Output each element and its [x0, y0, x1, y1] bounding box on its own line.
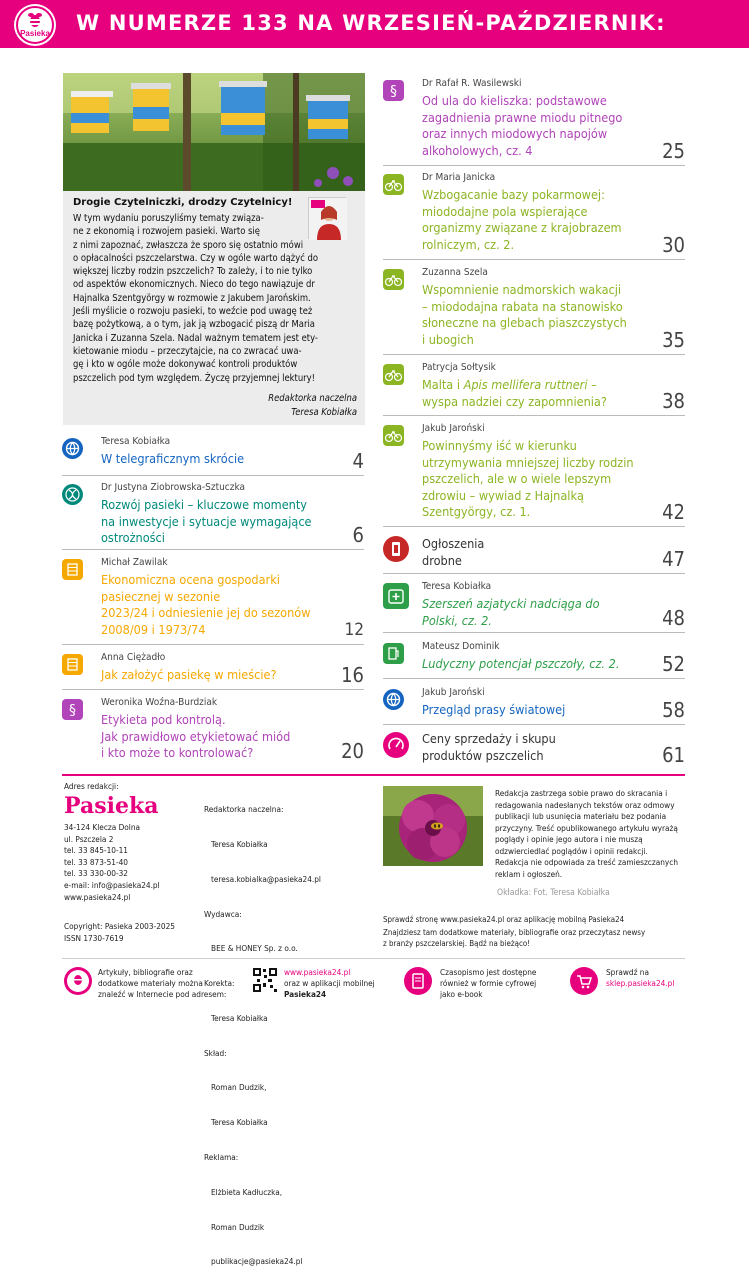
fuel-icon: [383, 643, 404, 664]
editorial-signature-role: Redaktorka naczelna: [268, 393, 357, 404]
staff-block: [204, 781, 321, 1280]
toc-title: [422, 187, 622, 253]
toc-title-line: 2008/09 i 1973/74: [101, 621, 206, 637]
toc-title: [101, 451, 244, 468]
editorial-line: kietowanie miodu – przeczytajcie, na co zwracać uwa-: [73, 345, 302, 357]
staff-line: Wydawca:: [204, 908, 242, 919]
editorial-notice: Redakcja zastrzega sobie prawo do skracania i redagowania nadesłanych tekstów oraz odmowy publikacji lub usunięcia materiału bez podania przyczyny. Treść opublikowanego artykułu wyrażą poglądy i opinie jego autora i nie muszą odzwierciedlać poglądów i opinii redakcji. Redakcja nie odpowiada za treść zamieszczanych reklam i ogłoszeń.: [495, 788, 678, 879]
toc-author: Jakub Jaroński: [422, 423, 485, 434]
editorial-heading: Drogie Czytelniczki, drodzy Czytelnicy!: [73, 197, 293, 208]
toc-title-line: 2023/24 i odniesienie jej do sezonów: [101, 605, 311, 621]
globe-icon: [383, 689, 404, 710]
first-aid-icon: [383, 583, 409, 609]
toc-title-line: Polski, cz. 2.: [422, 612, 492, 628]
toc-entry[interactable]: [383, 168, 685, 260]
toc-entry[interactable]: [62, 693, 364, 765]
toc-title-line: [422, 377, 607, 394]
phone-line: tel. 33 873-51-40: [64, 856, 128, 867]
toc-title: [101, 497, 312, 547]
toc-title: [422, 702, 565, 719]
toc-page: 52: [662, 652, 685, 676]
online-info-line: znaleźć w Internecie pod adresem:: [98, 989, 227, 1000]
phone-line: tel. 33 330-00-32: [64, 868, 128, 879]
footer-divider: [62, 774, 685, 776]
toc-author: Teresa Kobiałka: [101, 436, 171, 447]
editorial-line: Hajnalka Szentgyörgy w rozmowie z Jakubem Jarońskim.: [73, 292, 311, 304]
app-info: [284, 967, 375, 1001]
toc-entry[interactable]: [62, 648, 364, 690]
toc-author: Mateusz Dominik: [422, 641, 500, 652]
toc-entry[interactable]: [383, 637, 685, 679]
toc-title-line: Ogłoszenia: [422, 536, 485, 551]
toc-title-line: wyspa nadziei czy zapomnienia?: [422, 393, 607, 409]
svg-text:§: §: [69, 702, 76, 719]
toc-entry[interactable]: [383, 74, 685, 166]
phone-line: tel. 33 845-10-11: [64, 845, 128, 856]
staff-line: Korekta:: [204, 978, 235, 989]
toc-entry[interactable]: [383, 729, 685, 769]
website-link[interactable]: www.pasieka24.pl: [64, 891, 131, 902]
bottom-bar: [62, 958, 685, 1006]
staff-line: Reklama:: [204, 1152, 239, 1162]
toc-entry[interactable]: [383, 683, 685, 725]
promo-line: z branży pszczelarskiej. Bądź na bieżąco!: [383, 939, 531, 948]
toc-page: 4: [352, 449, 364, 473]
paragraph-icon: [383, 80, 404, 101]
toc-page: 12: [344, 620, 364, 640]
editorial-line: większej liczby rodzin pszczelich? To zależy, i to nie tylko: [73, 266, 313, 278]
toc-title-line: Ludyczny potencjał pszczoły, cz. 2.: [422, 656, 620, 671]
toc-title-italic: Apis mellifera ruttneri: [463, 377, 588, 392]
shop-info-line: Sprawdź na: [606, 967, 649, 977]
toc-title: [422, 656, 619, 673]
editorial-line: bazę pożytkową, a o tym, jak ją wzbogacić piszą dr Maria: [73, 319, 315, 331]
toc-page: 6: [352, 523, 364, 547]
app-info-line: oraz w aplikacji mobilnej: [284, 978, 375, 989]
toc-page: 47: [662, 547, 685, 571]
toc-title: [422, 596, 600, 629]
toc-title-line: alkoholowych, cz. 4: [422, 142, 533, 158]
editorial-line: od aspektów ekonomicznych. Nieco do tego nawiązuje dr: [73, 279, 315, 291]
toc-author: Michał Zawilak: [101, 557, 168, 568]
toc-title-line: zagadnienia prawne miodu pitnego: [422, 109, 623, 125]
ebook-icon[interactable]: [404, 967, 432, 995]
toc-entry[interactable]: [383, 577, 685, 633]
toc-title-line: Szentgyörgy, cz. 1.: [422, 504, 531, 520]
bike-icon: [383, 364, 404, 385]
toc-title-line: rolniczym, cz. 2.: [422, 236, 515, 252]
bee-icon: [26, 11, 44, 29]
hive-icon: [62, 559, 83, 580]
toc-title-line: Szerszeń azjatycki nadciąga do: [422, 596, 600, 611]
staff-line: Redaktorka naczelna:: [204, 804, 284, 815]
ebook-info: [440, 967, 536, 1001]
toc-title-line: Rozwój pasieki – kluczowe momenty: [101, 497, 307, 512]
promo-line: Sprawdź stronę www.pasieka24.pl oraz aplikację mobilną Pasieka24: [383, 915, 625, 924]
gauge-icon: [383, 732, 409, 758]
app-name: Pasieka24: [284, 989, 327, 1000]
megaphone-icon: [383, 536, 409, 562]
toc-title: [422, 93, 622, 159]
toc-entry[interactable]: [62, 478, 364, 550]
toc-author: Teresa Kobiałka: [422, 581, 492, 592]
editorial-line: gę i kto w ogóle może dokonywać kontroli produktów: [73, 359, 298, 371]
editorial-signature-name: Teresa Kobiałka: [291, 407, 357, 418]
toc-page: 25: [662, 139, 685, 163]
website-link[interactable]: www.pasieka24.pl: [284, 967, 351, 977]
toc-author: Weronika Woźna-Burdziak: [101, 697, 218, 708]
toc-page: 42: [662, 500, 685, 524]
toc-title-part: –: [587, 377, 597, 392]
editorial-line: W tym wydaniu poruszyliśmy tematy związa-: [73, 213, 264, 224]
editorial-box: [63, 73, 365, 425]
staff-line: Elżbieta Kadłuczka,: [204, 1186, 283, 1197]
pasieka-logo[interactable]: [16, 6, 54, 44]
editorial-line: ne z ekonomią i rozwojem pasieki. Warto się: [73, 226, 260, 238]
toc-title: [422, 377, 607, 410]
toc-title-line: Jak założyć pasiekę w mieście?: [101, 667, 277, 682]
issn: ISSN 1730-7619: [64, 933, 124, 943]
toc-title-line: Ekonomiczna ocena gospodarki: [101, 572, 280, 587]
toc-title-line: zdrowiu – wywiad z Hajnalką: [422, 487, 584, 503]
toc-author: Jakub Jaroński: [422, 687, 485, 698]
address-block: [64, 822, 160, 903]
editorial-line: Jeśli myślicie o rozwoju pasieki, to weźcie pod uwagę też: [73, 306, 313, 318]
address-label: Adres redakcji:: [64, 781, 119, 791]
staff-line: Teresa Kobiałka: [204, 838, 268, 849]
cover-photo-flower: [383, 786, 483, 866]
shop-info: [606, 967, 674, 989]
toc-title-line: Przegląd prasy światowej: [422, 702, 566, 717]
toc-title-line: Jak prawidłowo etykietować miód: [101, 728, 291, 744]
bike-icon: [383, 269, 404, 290]
shop-link[interactable]: sklep.pasieka24.pl: [606, 978, 675, 989]
toc-title: [422, 536, 484, 569]
toc-title: [422, 731, 556, 764]
toc-title-line: i kto może to kontrolować?: [101, 745, 254, 761]
toc-page: 20: [341, 739, 364, 763]
toc-page: 35: [662, 328, 685, 352]
toc-title-line: Etykieta pod kontrolą.: [101, 712, 226, 727]
staff-email[interactable]: teresa.kobialka@pasieka24.pl: [204, 873, 321, 884]
toc-author: Dr Maria Janicka: [422, 172, 496, 183]
bike-icon: [383, 425, 404, 446]
staff-line: Roman Dudzik,: [204, 1082, 267, 1093]
address-line: ul. Pszczela 2: [64, 833, 114, 844]
toc-author: Zuzanna Szela: [422, 267, 488, 278]
toc-page: 16: [341, 663, 364, 687]
toc-title-line: organizmy związane z krajobrazem: [422, 220, 622, 236]
toc-title-line: oraz innych miodowych napojów: [422, 126, 608, 142]
toc-entry[interactable]: [62, 553, 364, 645]
toc-page: 48: [662, 606, 685, 630]
toc-author: Patrycja Sołtysik: [422, 362, 496, 373]
toc-page: 38: [662, 389, 685, 413]
toc-author: Dr Justyna Ziobrowska-Sztuczka: [101, 482, 246, 493]
toc-title: [422, 438, 634, 521]
toc-author: Anna Ciężadło: [101, 652, 166, 663]
toc-title-line: Powinnyśmy iść w kierunku: [422, 438, 577, 453]
editorial-line: pszczelich pod tym względem. Życzę przyjemnej lektury!: [73, 372, 316, 384]
cover-caption: Okładka: Fot. Teresa Kobiałka: [497, 888, 610, 898]
ebook-info-line: jako e-book: [440, 989, 483, 1000]
staff-line: Roman Dudzik: [204, 1221, 265, 1232]
editorial-text: [73, 212, 359, 385]
staff-line: Skład:: [204, 1047, 227, 1058]
promo-line: Znajdziesz tam dodatkowe materiały, bibliografie oraz przeczytasz newsy: [383, 928, 646, 937]
online-info-line: dodatkowe materiały można: [98, 978, 203, 989]
toc-title-line: – miododajna rabata na stanowisko: [422, 298, 623, 314]
toc-title-line: drobne: [422, 552, 462, 568]
page-title: W NUMERZE 133 NA WRZESIEŃ-PAŹDZIERNIK:: [76, 11, 666, 35]
toc-title-line: pszczelich, ale w o wiele lepszym: [422, 471, 612, 487]
toc-title-line: ostrożności: [101, 530, 165, 546]
toc-page: 58: [662, 698, 685, 722]
staff-line: BEE & HONEY Sp. z o.o.: [204, 943, 298, 954]
toc-entry[interactable]: [383, 530, 685, 574]
pasieka-logo-small[interactable]: [64, 967, 92, 995]
toc-title-part: Malta i: [422, 377, 464, 392]
toc-page: 30: [662, 233, 685, 257]
dna-icon: [62, 484, 83, 505]
toc-page: 61: [662, 743, 685, 767]
toc-title-line: na inwestycje i sytuacje wymagające: [101, 513, 312, 529]
beehives-photo: [63, 73, 365, 191]
pasieka-wordmark: Pasieka: [64, 793, 159, 819]
toc-title-line: Od ula do kieliszka: podstawowe: [422, 93, 607, 108]
logo-text: Pasieka: [20, 29, 50, 38]
email-link[interactable]: e-mail: info@pasieka24.pl: [64, 879, 160, 890]
bike-icon: [383, 174, 404, 195]
toc-title-line: pasiecznej w sezonie: [101, 588, 221, 604]
staff-line: Teresa Kobiałka: [204, 1117, 268, 1128]
address-line: 34-124 Klecza Dolna: [64, 822, 141, 832]
toc-title-line: utrzymywania mniejszej liczby rodzin: [422, 454, 634, 470]
toc-entry[interactable]: [383, 419, 685, 527]
toc-title-line: produktów pszczelich: [422, 747, 544, 763]
shop-cart-icon[interactable]: [570, 967, 598, 995]
toc-entry[interactable]: [62, 432, 364, 476]
editorial-line: z nimi zapoznać, zwłaszcza że sporo się ostatnio mówi: [73, 239, 304, 251]
toc-title-line: miododajne pola wspierające: [422, 203, 588, 219]
toc-title-line: Wspomnienie nadmorskich wakacji: [422, 282, 622, 297]
toc-title-line: słoneczne na glebach piaszczystych: [422, 315, 627, 331]
toc-title-line: Ceny sprzedaży i skupu: [422, 731, 556, 746]
qr-code-icon[interactable]: [252, 967, 278, 993]
toc-entry[interactable]: [383, 358, 685, 416]
paragraph-icon: [62, 699, 83, 720]
hive-icon: [62, 654, 83, 675]
toc-entry[interactable]: [383, 263, 685, 355]
editorial-line: o opłacalności pszczelarstwa. Czy w ogóle warto dążyć do: [73, 252, 319, 264]
staff-line: Teresa Kobiałka: [204, 1012, 268, 1023]
toc-title: [101, 667, 277, 684]
page-header: [0, 0, 749, 48]
toc-title: [101, 572, 310, 638]
toc-title: [101, 712, 290, 762]
globe-icon: [62, 438, 83, 459]
website-promo: [383, 914, 683, 949]
editorial-line: Janicka i Zuzanna Szela. Nadal ważnym tematem jest ety-: [73, 332, 318, 344]
online-info-line: Artykuły, bibliografie oraz: [98, 967, 193, 977]
toc-author: Dr Rafał R. Wasilewski: [422, 78, 522, 89]
svg-text:§: §: [390, 83, 397, 100]
staff-email[interactable]: publikacje@pasieka24.pl: [204, 1256, 303, 1267]
toc-title-line: W telegraficznym skrócie: [101, 451, 245, 466]
toc-title: [422, 282, 627, 348]
online-info: [98, 967, 226, 1001]
ebook-info-line: również w formie cyfrowej: [440, 978, 537, 989]
copyright: Copyright: Pasieka 2003-2025: [64, 921, 175, 931]
toc-title-line: i ubogich: [422, 331, 474, 347]
toc-title-line: Wzbogacanie bazy pokarmowej:: [422, 187, 605, 202]
ebook-info-line: Czasopismo jest dostępne: [440, 967, 537, 977]
